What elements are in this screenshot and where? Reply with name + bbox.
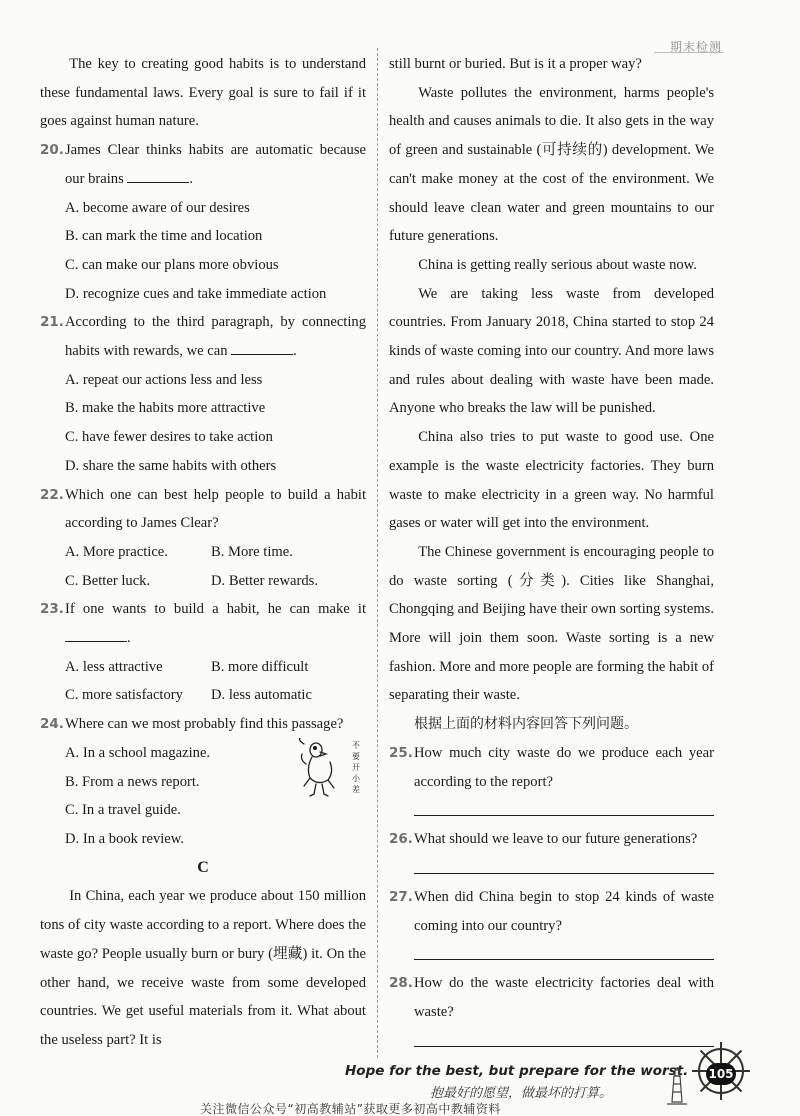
option[interactable]: B. make the habits more attractive [65,400,266,417]
doodle-caption-char: 不 [352,741,360,750]
option[interactable]: D. less automatic [211,687,312,704]
question-text: According to the third paragraph, by connecting habits with rewards, we can . [65,314,366,360]
option[interactable]: D. Better rewards. [211,572,318,589]
motto-chinese: 抱最好的愿望，做最坏的打算。 [430,1086,613,1101]
question-22 [40,481,366,538]
paragraph: China is getting really serious about waste now. [418,256,697,273]
option[interactable]: B. can mark the time and location [65,228,263,245]
question-number: 26. [389,831,413,848]
option-row [40,653,366,682]
option[interactable]: A. In a school magazine. [65,744,211,761]
question-28 [389,969,714,1026]
answer-line[interactable] [414,940,714,960]
option[interactable]: B. More time. [211,543,293,560]
option[interactable]: C. can make our plans more obvious [65,256,279,273]
question-number: 27. [389,888,413,905]
question-text: What should we leave to our future generations? [414,831,698,848]
lighthouse-icon [665,1066,689,1106]
intro-paragraph: The key to creating good habits is to understand these fundamental laws. Every goal is sure to fail if it goes against human nature. [40,56,366,130]
question-text: When did China begin to stop 24 kinds of waste coming into our country? [414,888,714,934]
question-number: 25. [389,744,413,761]
option[interactable]: A. less attractive [65,658,163,675]
section-tag: 期末检测 [669,40,722,54]
left-column [40,50,366,1055]
doodle-caption-char: 开 [352,763,360,772]
option[interactable]: C. have fewer desires to take action [65,429,273,446]
option[interactable]: B. From a news report. [65,773,200,790]
option[interactable]: C. In a travel guide. [65,802,181,819]
option-row [40,681,366,710]
question-text: How much city waste do we produce each year according to the report? [414,744,714,790]
paragraph: The Chinese government is encouraging people to do waste sorting (分类). Cities like Shanghai, Chongqing and Beijing have their own sorting systems. More will join them soon. Waste sorting is a new fashion. More and more people are forming the habit of separating their waste. [389,543,715,704]
question-text: If one wants to build a habit, he can make it . [65,601,366,647]
question-number: 24. [40,716,64,733]
question-number: 23. [40,601,64,618]
question-text: How do the waste electricity factories deal with waste? [414,975,714,1021]
answer-line[interactable] [414,796,714,816]
question-20 [40,136,366,193]
instruction: 根据上面的材料内容回答下列问题。 [414,716,638,733]
paragraph: China also tries to put waste to good use. One example is the waste electricity factories. They burn waste to make electricity in a green way. No harmful gases or water will get into the environment. [389,429,714,532]
option-row [40,538,366,567]
question-text: Which one can best help people to build a habit according to James Clear? [65,486,366,532]
motto-english: Hope for the best, but prepare for the worst. [345,1063,689,1079]
question-21 [40,308,366,365]
answer-blank[interactable] [127,169,189,183]
question-27 [389,883,714,940]
column-divider [377,48,378,1058]
doodle-caption-char: 要 [352,752,360,761]
question-text: Where can we most probably find this passage? [65,716,344,733]
option[interactable]: C. more satisfactory [65,687,183,704]
option[interactable]: D. recognize cues and take immediate action [65,285,327,302]
paragraph: still burnt or buried. But is it a proper way? [389,56,642,72]
option[interactable]: A. More practice. [65,543,168,560]
answer-blank[interactable] [231,341,293,355]
option[interactable]: B. more difficult [211,658,309,675]
question-24 [40,710,366,739]
option[interactable]: D. In a book review. [65,830,185,847]
option[interactable]: C. Better luck. [65,572,151,589]
section-c-title: C [197,858,209,876]
question-number: 21. [40,314,64,331]
question-number: 22. [40,486,64,503]
paragraph: Waste pollutes the environment, harms people's health and causes animals to die. It also gets in the way of green and sustainable (可持续的) development. We can't make money at the cost of the environment. We should leave clean water and green mountains to our future generations. [389,84,714,245]
question-23 [40,595,366,652]
option-row [40,567,366,596]
option[interactable]: A. repeat our actions less and less [65,371,263,388]
answer-blank[interactable] [65,628,127,642]
footer-notice: 关注微信公众号“初高教辅站”获取更多初高中教辅资料 [200,1102,501,1116]
paragraph: We are taking less waste from developed countries. From January 2018, China started to stop 24 kinds of waste coming into our country. And more laws and rules about dealing with waste have been made. Anyone who breaks the law will be punished. [389,285,714,417]
option[interactable]: D. share the same habits with others [65,457,277,474]
question-number: 20. [40,142,64,159]
cartoon-bird-icon [296,738,366,800]
doodle-caption-char: 小 [352,774,360,783]
option[interactable]: A. become aware of our desires [65,199,250,216]
answer-line[interactable] [414,1027,714,1047]
page-number-badge: 105 [706,1063,736,1085]
right-column [389,50,714,1056]
doodle-caption-char: 差 [352,785,360,794]
question-26 [389,825,714,854]
answer-line[interactable] [414,854,714,874]
question-number: 28. [389,975,413,992]
question-text: James Clear thinks habits are automatic because our brains . [65,142,366,187]
question-25 [389,739,714,796]
section-c-paragraph: In China, each year we produce about 150 million tons of city waste according to a report. Where does the waste go? People usually burn or bury (埋藏) it. On the other hand, we receive waste from some developed countries. We get useful materials from it. What about the useless part? It is [40,888,366,1048]
